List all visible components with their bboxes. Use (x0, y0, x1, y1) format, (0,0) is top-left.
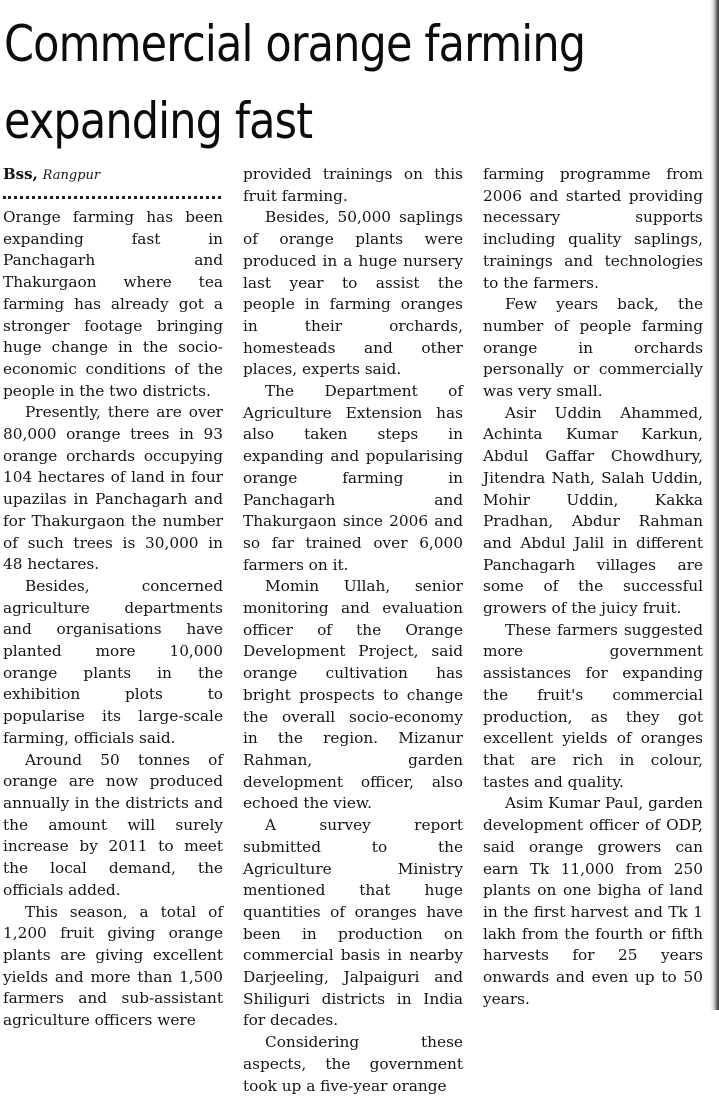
paragraph: Besides, 50,000 saplings of orange plants were produced in a huge nursery last year to assist the people in farming oranges in their orchards, homesteads and other places, experts said. (243, 208, 463, 379)
paragraph: Asim Kumar Paul, garden development officer of ODP, said orange growers can earn Tk 11,000 from 250 plants on one bigha of land in the first harvest and Tk 1 lakh from the fourth or fifth harvests for 25 years onwards and even up to 50 years. (483, 794, 704, 1008)
headline-line-2: expanding fast (4, 92, 313, 150)
article-headline (4, 6, 616, 160)
paragraph: Presently, there are over 80,000 orange trees in 93 orange orchards occupying 104 hectares of land in four upazilas in Panchagarh and for Thakurgaon the number of such trees is 30,000 in 48 hectares. (3, 403, 223, 574)
text-column-3 (483, 164, 703, 1008)
paragraph: Considering these aspects, the government took up a five-year orange (243, 1033, 463, 1095)
paragraph: The Department of Agriculture Extension has also taken steps in expanding and popularising orange farming in Panchagarh and Thakurgaon since 2006 and so far trained over 6,000 farmers on it. (243, 382, 463, 574)
paragraph: A survey report submitted to the Agriculture Ministry mentioned that huge quantities of oranges have been in production on commercial basis in nearby Darjeeling, Jalpaiguri and Shiliguri districts in India for decades. (243, 816, 463, 1030)
byline-dotted-divider (3, 186, 221, 199)
paragraph: These farmers suggested more government assistances for expanding the fruit's commercial production, as they got excellent yields of oranges that are rich in colour, tastes and quality. (483, 620, 703, 791)
byline-place: Rangpur (42, 168, 101, 183)
byline-agency: Bss, (3, 165, 38, 183)
article-body (3, 164, 705, 1095)
paragraph-continued: farming programme from 2006 and started providing necessary supports including quality saplings, trainings and technologies to the farmers. (483, 165, 703, 292)
headline-line-1: Commercial orange farming (4, 15, 586, 73)
paragraph: Momin Ullah, senior monitoring and evaluation officer of the Orange Development Project, said orange cultivation has bright prospects to change the overall socio-economy in the region. Mizanur Rahman, garden development officer, also echoed the view. (243, 577, 463, 813)
text-column-1 (3, 164, 223, 1030)
text-column-2 (243, 164, 463, 1095)
page-edge-shadow (710, 0, 719, 1010)
byline (3, 164, 223, 185)
paragraph: This season, a total of 1,200 fruit giving orange plants are giving excellent yields and more than 1,500 farmers and sub-assistant agriculture officers were (3, 902, 223, 1030)
paragraph-continued: provided trainings on this fruit farming. (243, 165, 463, 205)
paragraph: Orange farming has been expanding fast in Panchagarh and Thakurgaon where tea farming has already got a stronger footage bringing huge change in the socio-economic conditions of the people in the two districts. (3, 208, 223, 400)
paragraph: Few years back, the number of people farming orange in orchards personally or commercially was very small. (483, 295, 703, 401)
paragraph: Besides, concerned agriculture departments and organisations have planted more 10,000 orange plants in the exhibition plots to popularise its large-scale farming, officials said. (3, 576, 223, 747)
paragraph: Asir Uddin Ahammed, Achinta Kumar Karkun, Abdul Gaffar Chowdhury, Jitendra Nath, Salah Uddin, Mohir Uddin, Kakka Pradhan, Abdur Rahman and Abdul Jalil in different Panchagarh villages are some of the successful growers of the juicy fruit. (483, 403, 703, 618)
paragraph: Around 50 tonnes of orange are now produced annually in the districts and the amount will surely increase by 2011 to meet the local demand, the officials added. (3, 750, 223, 899)
